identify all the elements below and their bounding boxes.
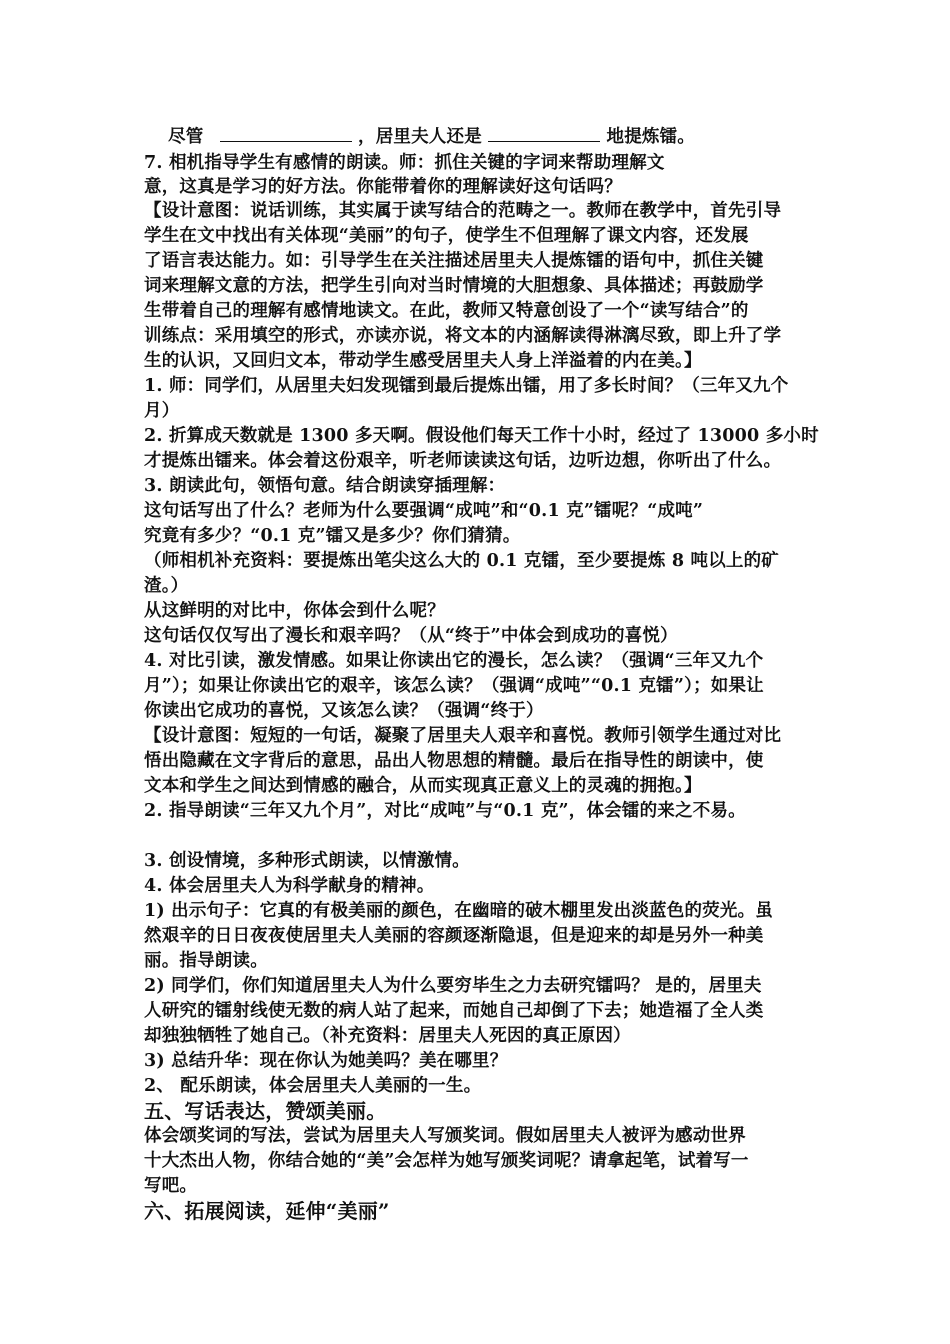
paragraph-line: 了语言表达能力。如：引导学生在关注描述居里夫人提炼镭的语句中，抓住关键 [144, 251, 764, 271]
paragraph-line: 月） [144, 401, 180, 421]
fill-blank-prefix: 尽管 [168, 127, 204, 147]
paragraph-line: 【设计意图：短短的一句话，凝聚了居里夫人艰辛和喜悦。教师引领学生通过对比 [144, 726, 782, 746]
paragraph-line: 2) 同学们，你们知道居里夫人为什么要穷毕生之力去研究镭吗？ 是的，居里夫 [144, 976, 762, 996]
paragraph-line: 4. 体会居里夫人为科学献身的精神。 [144, 876, 435, 896]
paragraph-line: 2、 配乐朗读，体会居里夫人美丽的一生。 [144, 1076, 482, 1096]
paragraph-line: 然艰辛的日日夜夜使居里夫人美丽的容颜逐渐隐退，但是迎来的却是另外一种美 [144, 926, 764, 946]
paragraph-line: 生带着自己的理解有感情地读文。在此，教师又特意创设了一个“读写结合”的 [144, 301, 749, 321]
paragraph-line: 月”）；如果让你读出它的艰辛，该怎么读？（强调“成吨”“0.1 克镭”）；如果让 [144, 676, 764, 696]
paragraph-line: 意，这真是学习的好方法。你能带着你的理解读好这句话吗？ [144, 177, 622, 197]
paragraph-line: 写吧。 [144, 1176, 198, 1196]
paragraph-line: 3) 总结升华：现在你认为她美吗？美在哪里？ [144, 1051, 508, 1071]
paragraph-line: 词来理解文意的方法，把学生引向对当时情境的大胆想象、具体描述；再鼓励学 [144, 276, 764, 296]
paragraph-line: 究竟有多少？“0.1 克”镭又是多少？你们猜猜。 [144, 526, 521, 546]
paragraph-line: 生的认识，又回归文本，带动学生感受居里夫人身上洋溢着的内在美。】 [144, 351, 702, 371]
paragraph-line: 1) 出示句子：它真的有极美丽的颜色，在幽暗的破木棚里发出淡蓝色的荧光。虽 [144, 901, 773, 921]
paragraph-line: 十大杰出人物，你结合她的“美”会怎样为她写颁奖词呢？请拿起笔，试着写一 [144, 1151, 749, 1171]
paragraph-line: 人研究的镭射线使无数的病人站了起来，而她自己却倒了下去；她造福了全人类 [144, 1001, 764, 1021]
fill-blank-middle: ，居里夫人还是 [358, 127, 482, 147]
paragraph-line: 悟出隐藏在文字背后的意思，品出人物思想的精髓。最后在指导性的朗读中，使 [144, 751, 764, 771]
paragraph-line: 这句话仅仅写出了漫长和艰辛吗？（从“终于”中体会到成功的喜悦） [144, 626, 678, 646]
paragraph-line: 你读出它成功的喜悦，又该怎么读？（强调“终于） [144, 701, 544, 721]
paragraph-line: 【设计意图：说话训练，其实属于读写结合的范畴之一。教师在教学中，首先引导 [144, 201, 782, 221]
blank-line [220, 125, 352, 142]
paragraph-line: 丽。指导朗读。 [144, 951, 268, 971]
paragraph-line: 2. 指导朗读“三年又九个月”，对比“成吨”与“0.1 克”，体会镭的来之不易。 [144, 801, 746, 821]
paragraph-line: 却独独牺牲了她自己。（补充资料：居里夫人死因的真正原因） [144, 1026, 631, 1046]
paragraph-line: 文本和学生之间达到情感的融合，从而实现真正意义上的灵魂的拥抱。】 [144, 776, 702, 796]
fill-blank-sentence [168, 124, 858, 150]
paragraph-line: 体会颂奖词的写法，尝试为居里夫人写颁奖词。假如居里夫人被评为感动世界 [144, 1126, 746, 1146]
paragraph-line: 才提炼出镭来。体会着这份艰辛，听老师读读这句话，边听边想，你听出了什么。 [144, 451, 782, 471]
paragraph-line: 学生在文中找出有关体现“美丽”的句子，使学生不但理解了课文内容，还发展 [144, 226, 749, 246]
paragraph-line: （师相机补充资料：要提炼出笔尖这么大的 0.1 克镭，至少要提炼 8 吨以上的矿 [144, 551, 779, 571]
paragraph-line: 3. 创设情境，多种形式朗读，以情激情。 [144, 851, 470, 871]
paragraph-line: 1. 师：同学们，从居里夫妇发现镭到最后提炼出镭，用了多长时间？（三年又九个 [144, 376, 789, 396]
paragraph-line: 7. 相机指导学生有感情的朗读。师：抓住关键的字词来帮助理解文 [144, 153, 665, 173]
fill-blank-suffix: 地提炼镭。 [606, 127, 695, 147]
section-heading: 六、拓展阅读，延伸“美丽” [144, 1199, 390, 1223]
section-heading: 五、写话表达，赞颂美丽。 [144, 1099, 387, 1123]
paragraph-line: 渣。） [144, 576, 189, 596]
blank-line [488, 125, 600, 142]
paragraph-line: 2. 折算成天数就是 1300 多天啊。假设他们每天工作十小时，经过了 13000 多小时 [144, 426, 819, 446]
paragraph-line: 4. 对比引读，激发情感。如果让你读出它的漫长，怎么读？（强调“三年又九个 [144, 651, 764, 671]
paragraph-line: 训练点：采用填空的形式，亦读亦说，将文本的内涵解读得淋漓尽致，即上升了学 [144, 326, 782, 346]
paragraph-line: 从这鲜明的对比中，你体会到什么呢？ [144, 601, 445, 621]
paragraph-line: 3. 朗读此句，领悟句意。结合朗读穿插理解： [144, 476, 506, 496]
paragraph-line: 这句话写出了什么？老师为什么要强调“成吨”和“0.1 克”镭呢？“成吨” [144, 501, 704, 521]
